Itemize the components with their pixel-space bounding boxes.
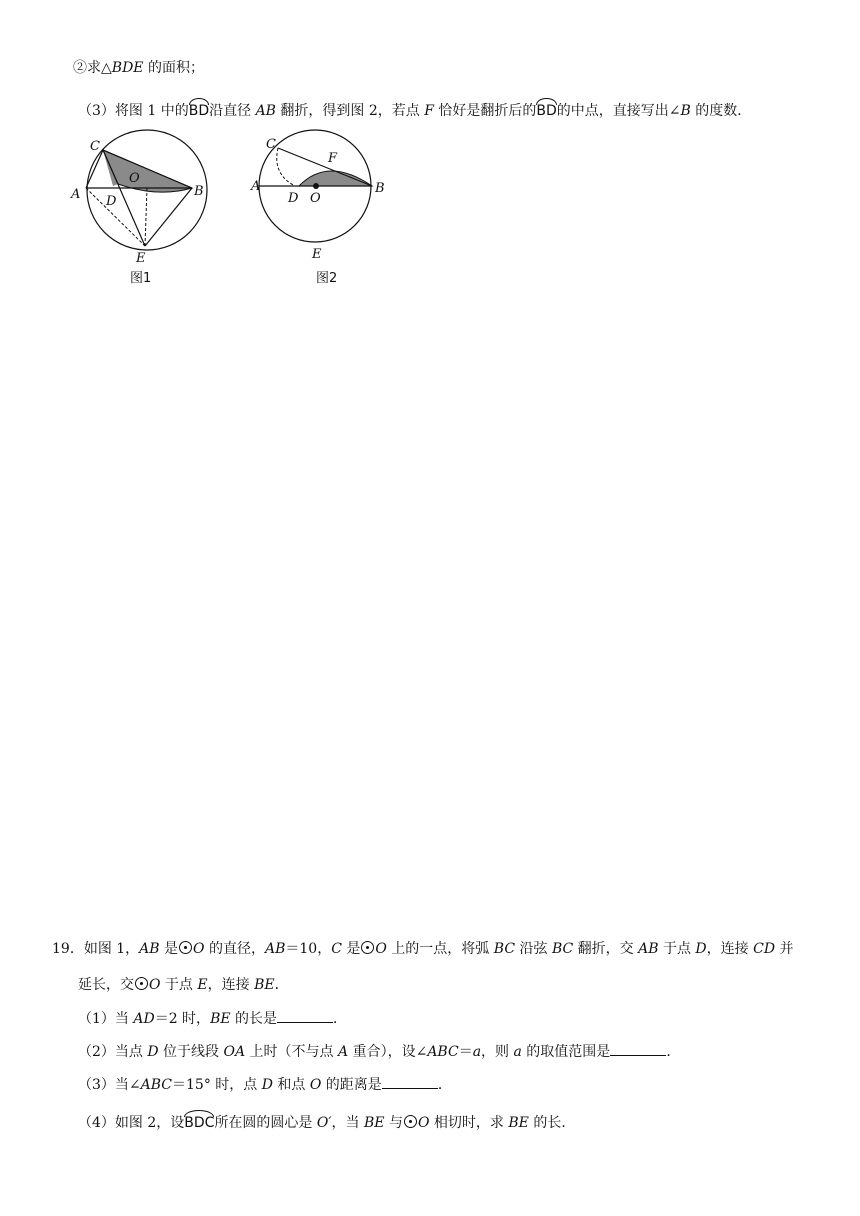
figure-1 (68, 128, 218, 288)
q19-part-3: （3）当∠ABC＝15° 时，点 D 和点 O 的距离是 ． (78, 1074, 452, 1095)
figure-1-line-ac (86, 150, 103, 188)
figure-2 (246, 128, 396, 288)
figure-2-center-dot (313, 183, 319, 189)
figure-2-label-a: A (251, 179, 261, 194)
answer-blank[interactable] (610, 1041, 666, 1056)
q19-part-2: （2）当点 D 位于线段 OA 上时（不与点 A 重合），设∠ABC＝a，则 a 的取值范围是 ． (78, 1041, 680, 1062)
question-3-line: （3）将图 1 中的BD沿直径 AB 翻折，得到图 2，若点 F 恰好是翻折后的BD的中点，直接写出∠B 的度数． (78, 103, 752, 119)
figure-2-label-d: D (288, 191, 299, 206)
figure-2-label-o: O (310, 191, 321, 206)
figure-1-label-d: D (106, 194, 117, 209)
question-2-line: ②求△BDE 的面积； (73, 60, 204, 76)
figure-1-label-o: O (129, 171, 140, 186)
circle-symbol (179, 941, 192, 954)
circle-symbol (135, 977, 148, 990)
figure-1-dashed-oe (145, 188, 147, 246)
arc-bd-symbol: BD (188, 103, 210, 119)
figure-2-label-f: F (328, 151, 338, 166)
figure-1-line-be (145, 188, 192, 246)
q19-part-1: （1）当 AD＝2 时，BE 的长是 ． (78, 1008, 347, 1029)
arc-bd-symbol-2: BD (536, 103, 557, 119)
figure-1-label-e: E (136, 251, 146, 266)
circle-symbol (361, 941, 374, 954)
q19-line-1: 19．如图 1，AB 是 O 的直径，AB＝10，C 是 O 上的一点，将弧 BC 沿弦 BC 翻折，交 AB 于点 D，连接 CD 并 (52, 941, 794, 957)
answer-blank[interactable] (277, 1008, 333, 1023)
q19-part-4: （4）如图 2，设BDC所在圆的圆心是 O′，当 BE 与 O 相切时，求 BE 的长． (78, 1115, 576, 1131)
answer-blank[interactable] (382, 1074, 438, 1089)
figure-1-label-a: A (71, 187, 81, 202)
figure-2-label-e: E (312, 247, 322, 262)
figure-2-label-c: C (266, 137, 276, 152)
figure-1-caption: 图1 (130, 271, 152, 286)
figure-2-shaded-region (299, 171, 372, 186)
figure-1-label-b: B (194, 184, 204, 199)
figure-1-label-c: C (90, 139, 100, 154)
figure-2-label-b: B (375, 181, 385, 196)
q19-line-2: 延长，交 O 于点 E，连接 BE． (78, 977, 289, 993)
circled-number: ② (73, 60, 87, 76)
circle-symbol (404, 1115, 417, 1128)
arc-bdc-symbol: BDC (184, 1115, 215, 1131)
figure-2-caption: 图2 (316, 271, 338, 286)
